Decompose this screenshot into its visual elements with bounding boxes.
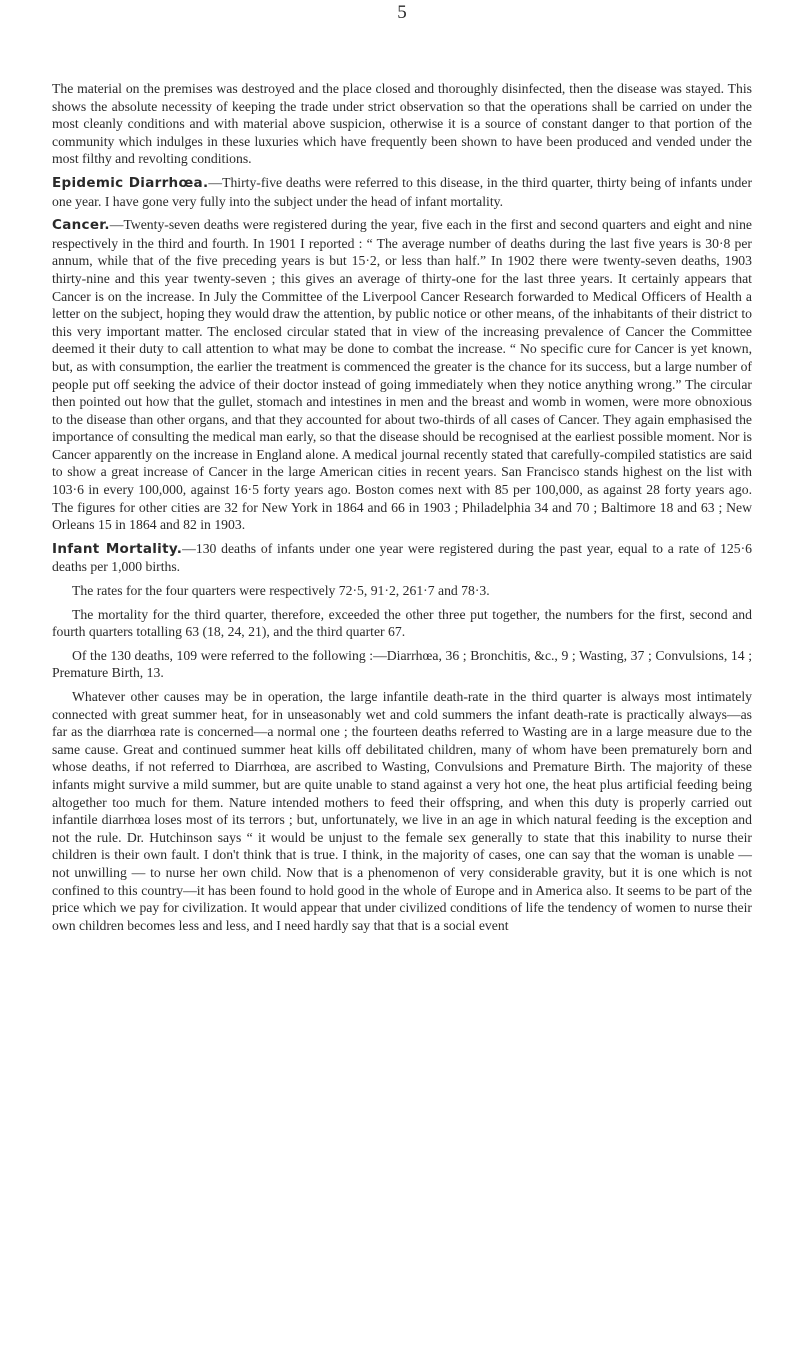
third-quarter-paragraph: The mortality for the third quarter, therefore, exceeded the other three put together, the numbers for the first, second and fourth quarters totalling 63 (18, 24, 21), and the third quarter 67. <box>52 606 752 640</box>
cancer-heading: Cancer. <box>52 217 110 234</box>
diarrhoea-text: —Thirty-five deaths were referred to this disease, in the third quarter, thirty being of infants under one year. I have gone very fully into the subject under the head of infant mortality. <box>52 174 753 209</box>
summer-heat-paragraph: Whatever other causes may be in operation, the large infantile death-rate in the third quarter is always most intimately connected with great summer heat, for in unseasonably wet and cold summers the infant death-rate is practically always—as far as the diarrhœa rate is concerned—a normal one ; the fourteen deaths referred to Wasting are in a large measure due to the same cause. Great and continued summer heat kills off debilitated children, many of whom have been prematurely born and whose deaths, if not referred to Diarrhœa, are ascribed to Wasting, Convulsions and Premature Birth. The majority of these infants might survive a mild summer, but are quite unable to stand against a very hot one, the heat plus artificial feeding being altogether too much for them. Nature intended mothers to feed their offspring, and when this duty is properly carried out infantile diarrhœa loses most of its terrors ; but, unfortunately, we live in an age in which natural feeding is the exception and not the rule. Dr. Hutchinson says “ it would be unjust to the female sex generally to state that this inability to nurse their children is their own fault. I don't think that is true. I think, in the majority of cases, one can say that the woman is unable — not unwilling — to nurse her own child. Now that is a phenomenon of very considerable gravity, but it is one which is not confined to this country—it has been found to hold good in the whole of Europe and in America also. It seems to be part of the price which we pay for civilization. It would appear that under civilized conditions of life the tendency of women to nurse their own children becomes less and less, and I need hardly say that that is a social event <box>52 689 752 933</box>
report-body <box>52 80 752 940</box>
cancer-text: —Twenty-seven deaths were registered during the year, five each in the first and second quarters and eight and nine respectively in the third and fourth. In 1901 I reported : “ The average number of deaths during the last five years is 30·8 per annum, while that of the five preceding years is but 15·2, or less than half.” In 1902 there were twenty-seven deaths, 1903 thirty-nine and this year twenty-seven ; this gives an average of thirty-one for the last three years. It certainly appears that Cancer is on the increase. In July the Committee of the Liverpool Cancer Research forwarded to Medical Officers of Health a letter on the subject, hoping they would draw the attention, by public notice or other means, of the inhabitants of their district to this very important matter. The enclosed circular stated that in view of the increasing prevalence of Cancer the Committee deemed it their duty to call attention to what may be done to combat the increase. “ No specific cure for Cancer is yet known, but, as with consumption, the earlier the treatment is commenced the greater is the chance for its success, but a large number of people put off seeking the advice of their doctor instead of going immediately when they notice anything wrong.” The circular then pointed out how that the gullet, stomach and intestines in men and the breast and womb in women, were more obnoxious to the disease than other organs, and that they accounted for about two-thirds of all cases of Cancer. They again emphasised the importance of consulting the medical man early, so that the disease should be recognised at the earliest possible moment. Nor is Cancer apparently on the increase in England alone. A medical journal recently stated that carefully-compiled statistics are said to show a great increase of Cancer in the large American cities in recent years. San Francisco stands highest on the list with 103·6 in every 100,000, against 16·5 forty years ago. Boston comes next with 85 per 100,000, as against 28 forty years ago. The figures for other cities are 32 for New York in 1864 and 66 in 1903 ; Philadelphia 34 and 70 ; Baltimore 18 and 63 ; New Orleans 15 in 1864 and 82 in 1903. <box>52 217 752 533</box>
infant-mortality-heading: Infant Mortality. <box>52 540 183 557</box>
infant-mortality-text: —130 deaths of infants under one year were registered during the past year, equal to a rate of 125·6 deaths per 1,000 births. <box>52 540 752 575</box>
cancer-paragraph <box>52 216 752 534</box>
diarrhoea-paragraph <box>52 174 752 210</box>
infant-mortality-paragraph <box>52 540 752 576</box>
page-number: 5 <box>397 2 407 23</box>
quarter-rates-paragraph: The rates for the four quarters were respectively 72·5, 91·2, 261·7 and 78·3. <box>72 583 490 599</box>
diarrhoea-heading: Epidemic Diarrhœa. <box>52 174 209 191</box>
intro-paragraph: The material on the premises was destroyed and the place closed and thoroughly disinfected, then the disease was stayed. This shows the absolute necessity of keeping the trade under strict observation so that the operations shall be carried on under the most cleanly conditions and with material above suspicion, otherwise it is a source of constant danger to that portion of the community which indulges in these luxuries which have frequently been shown to have been produced and vended under the most filthy and revolting conditions. <box>52 81 752 167</box>
causes-of-death-paragraph: Of the 130 deaths, 109 were referred to the following :—Diarrhœa, 36 ; Bronchitis, &c., 9 ; Wasting, 37 ; Convulsions, 14 ; Premature Birth, 13. <box>52 647 752 681</box>
